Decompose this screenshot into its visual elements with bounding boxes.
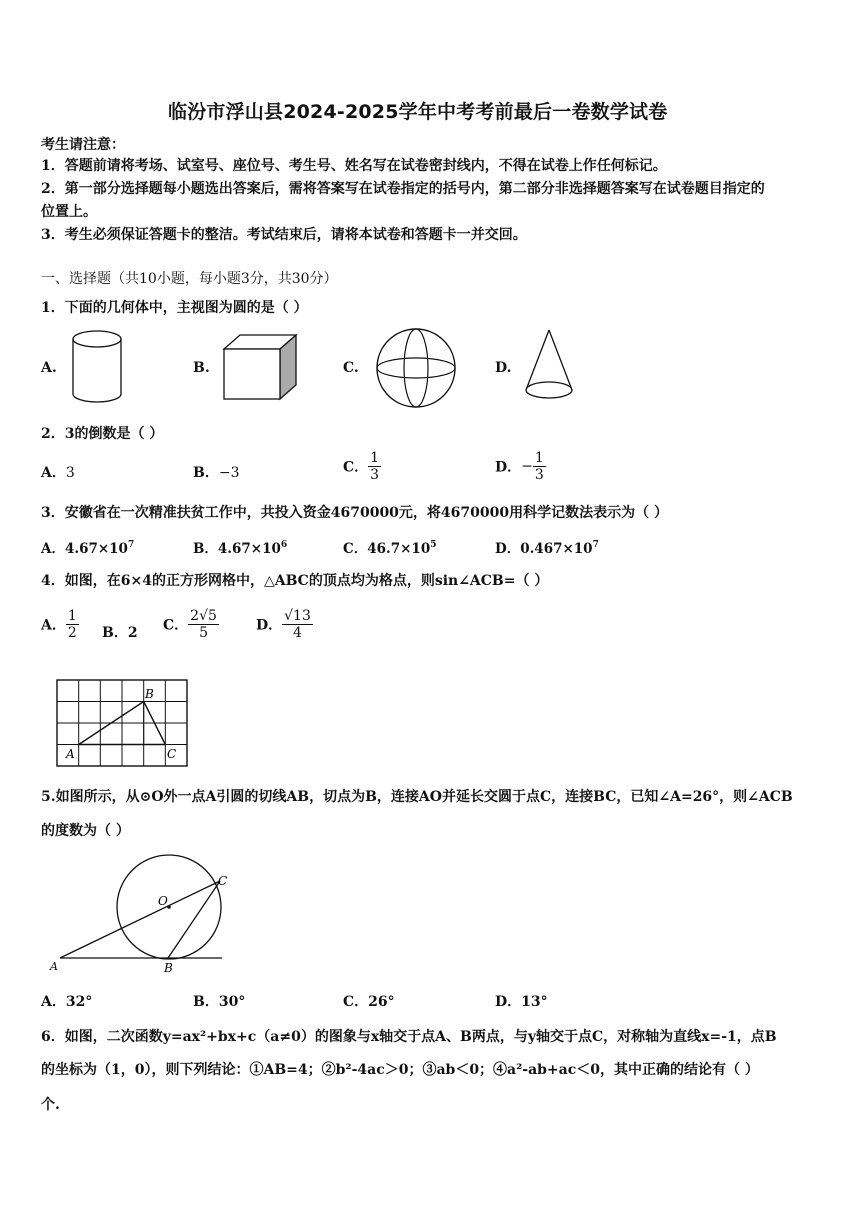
q1-option-a: A.	[41, 360, 57, 376]
q1-option-c: C.	[343, 360, 359, 376]
q5-stem-line2: 的度数为（ ）	[41, 823, 130, 839]
q3-option-a: A．$4.67\times 10^7$	[41, 540, 135, 557]
q3-option-c: C．$46.7\times 10^5$	[343, 540, 437, 557]
cone-icon	[522, 328, 580, 404]
q4-stem: 4．如图，在6×4的正方形网格中，△ABC的顶点均为格点，则sin∠ACB=（ ）	[41, 573, 549, 589]
q5-label-b: B	[164, 961, 173, 975]
notice-heading: 考生请注意：	[41, 137, 125, 153]
notice-item-2: 2．第一部分选择题每小题选出答案后，需将答案写在试卷指定的括号内，第二部分非选择题答案写在试卷题目指定的	[41, 181, 765, 197]
q1-option-d: D.	[495, 360, 512, 376]
q4-label-a: A	[66, 747, 75, 761]
q5-label-o: O	[158, 894, 168, 908]
q2-option-b: B．−3	[193, 465, 240, 481]
q3-option-b: B．$4.67\times 10^6$	[193, 540, 288, 557]
q5-label-a: A	[50, 960, 58, 973]
notice-item-1: 1．答题前请将考场、试室号、座位号、考生号、姓名写在试卷密封线内，不得在试卷上作任何标记。	[41, 158, 667, 174]
cylinder-icon	[70, 328, 126, 404]
q5-stem-line1: 5.如图所示，从⊙O外一点A引圆的切线AB，切点为B，连接AO并延长交圆于点C，连接BC，已知∠A=26°，则∠ACB	[41, 789, 793, 805]
q6-line1: 6．如图，二次函数y=ax²+bx+c（a≠0）的图象与x轴交于点A、B两点，与y轴交于点C，对称轴为直线x=-1，点B	[41, 1029, 777, 1045]
q2-option-d: D．− $\frac{1}{3}$	[495, 450, 544, 483]
q3-stem: 3．安徽省在一次精准扶贫工作中，共投入资金4670000元，将4670000用科学记数法表示为（ ）	[41, 505, 668, 521]
q6-line3: 个.	[41, 1097, 60, 1113]
q5-circle-figure	[46, 852, 246, 980]
notice-item-3: 3．考生必须保证答题卡的整洁。考试结束后，请将本试卷和答题卡一并交回。	[41, 227, 527, 243]
q3-option-d: D．$0.467\times 10^7$	[495, 540, 599, 557]
notice-item-2-cont: 位置上。	[41, 204, 97, 220]
q4-label-b: B	[145, 687, 154, 701]
q4-option-b: B．2	[102, 625, 138, 641]
q1-stem: 1．下面的几何体中，主视图为圆的是（ ）	[41, 300, 308, 316]
q4-option-c: C． $\frac{2√5}{5}$	[163, 608, 217, 641]
q2-stem: 2．3的倒数是（ ）	[41, 426, 164, 442]
q5-option-b: B．30°	[193, 994, 246, 1010]
q4-option-d: D． $\frac{√13}{4}$	[256, 608, 311, 641]
q5-option-d: D．13°	[495, 994, 548, 1010]
q2-option-a: A．3	[41, 465, 75, 481]
q4-grid-figure	[56, 679, 196, 771]
q4-label-c: C	[167, 747, 177, 761]
sphere-icon	[374, 327, 460, 411]
q5-option-c: C．26°	[343, 994, 395, 1010]
q4-option-a: A． $\frac{1}{2}$	[41, 608, 77, 641]
q6-line2: 的坐标为（1，0），则下列结论：①AB=4；②b²-4ac＞0；③ab＜0；④a²-ab+ac＜0，其中正确的结论有（ ）	[41, 1062, 759, 1078]
cube-icon	[220, 333, 300, 403]
q5-option-a: A．32°	[41, 994, 93, 1010]
q2-option-c: C． $\frac{1}{3}$	[343, 450, 380, 483]
page-title: 临汾市浮山县2024-2025学年中考考前最后一卷数学试卷	[168, 101, 668, 123]
q5-label-c: C	[218, 874, 228, 888]
section-heading: 一、选择题（共10小题，每小题3分，共30分）	[41, 271, 338, 287]
q1-option-b: B.	[193, 360, 210, 376]
